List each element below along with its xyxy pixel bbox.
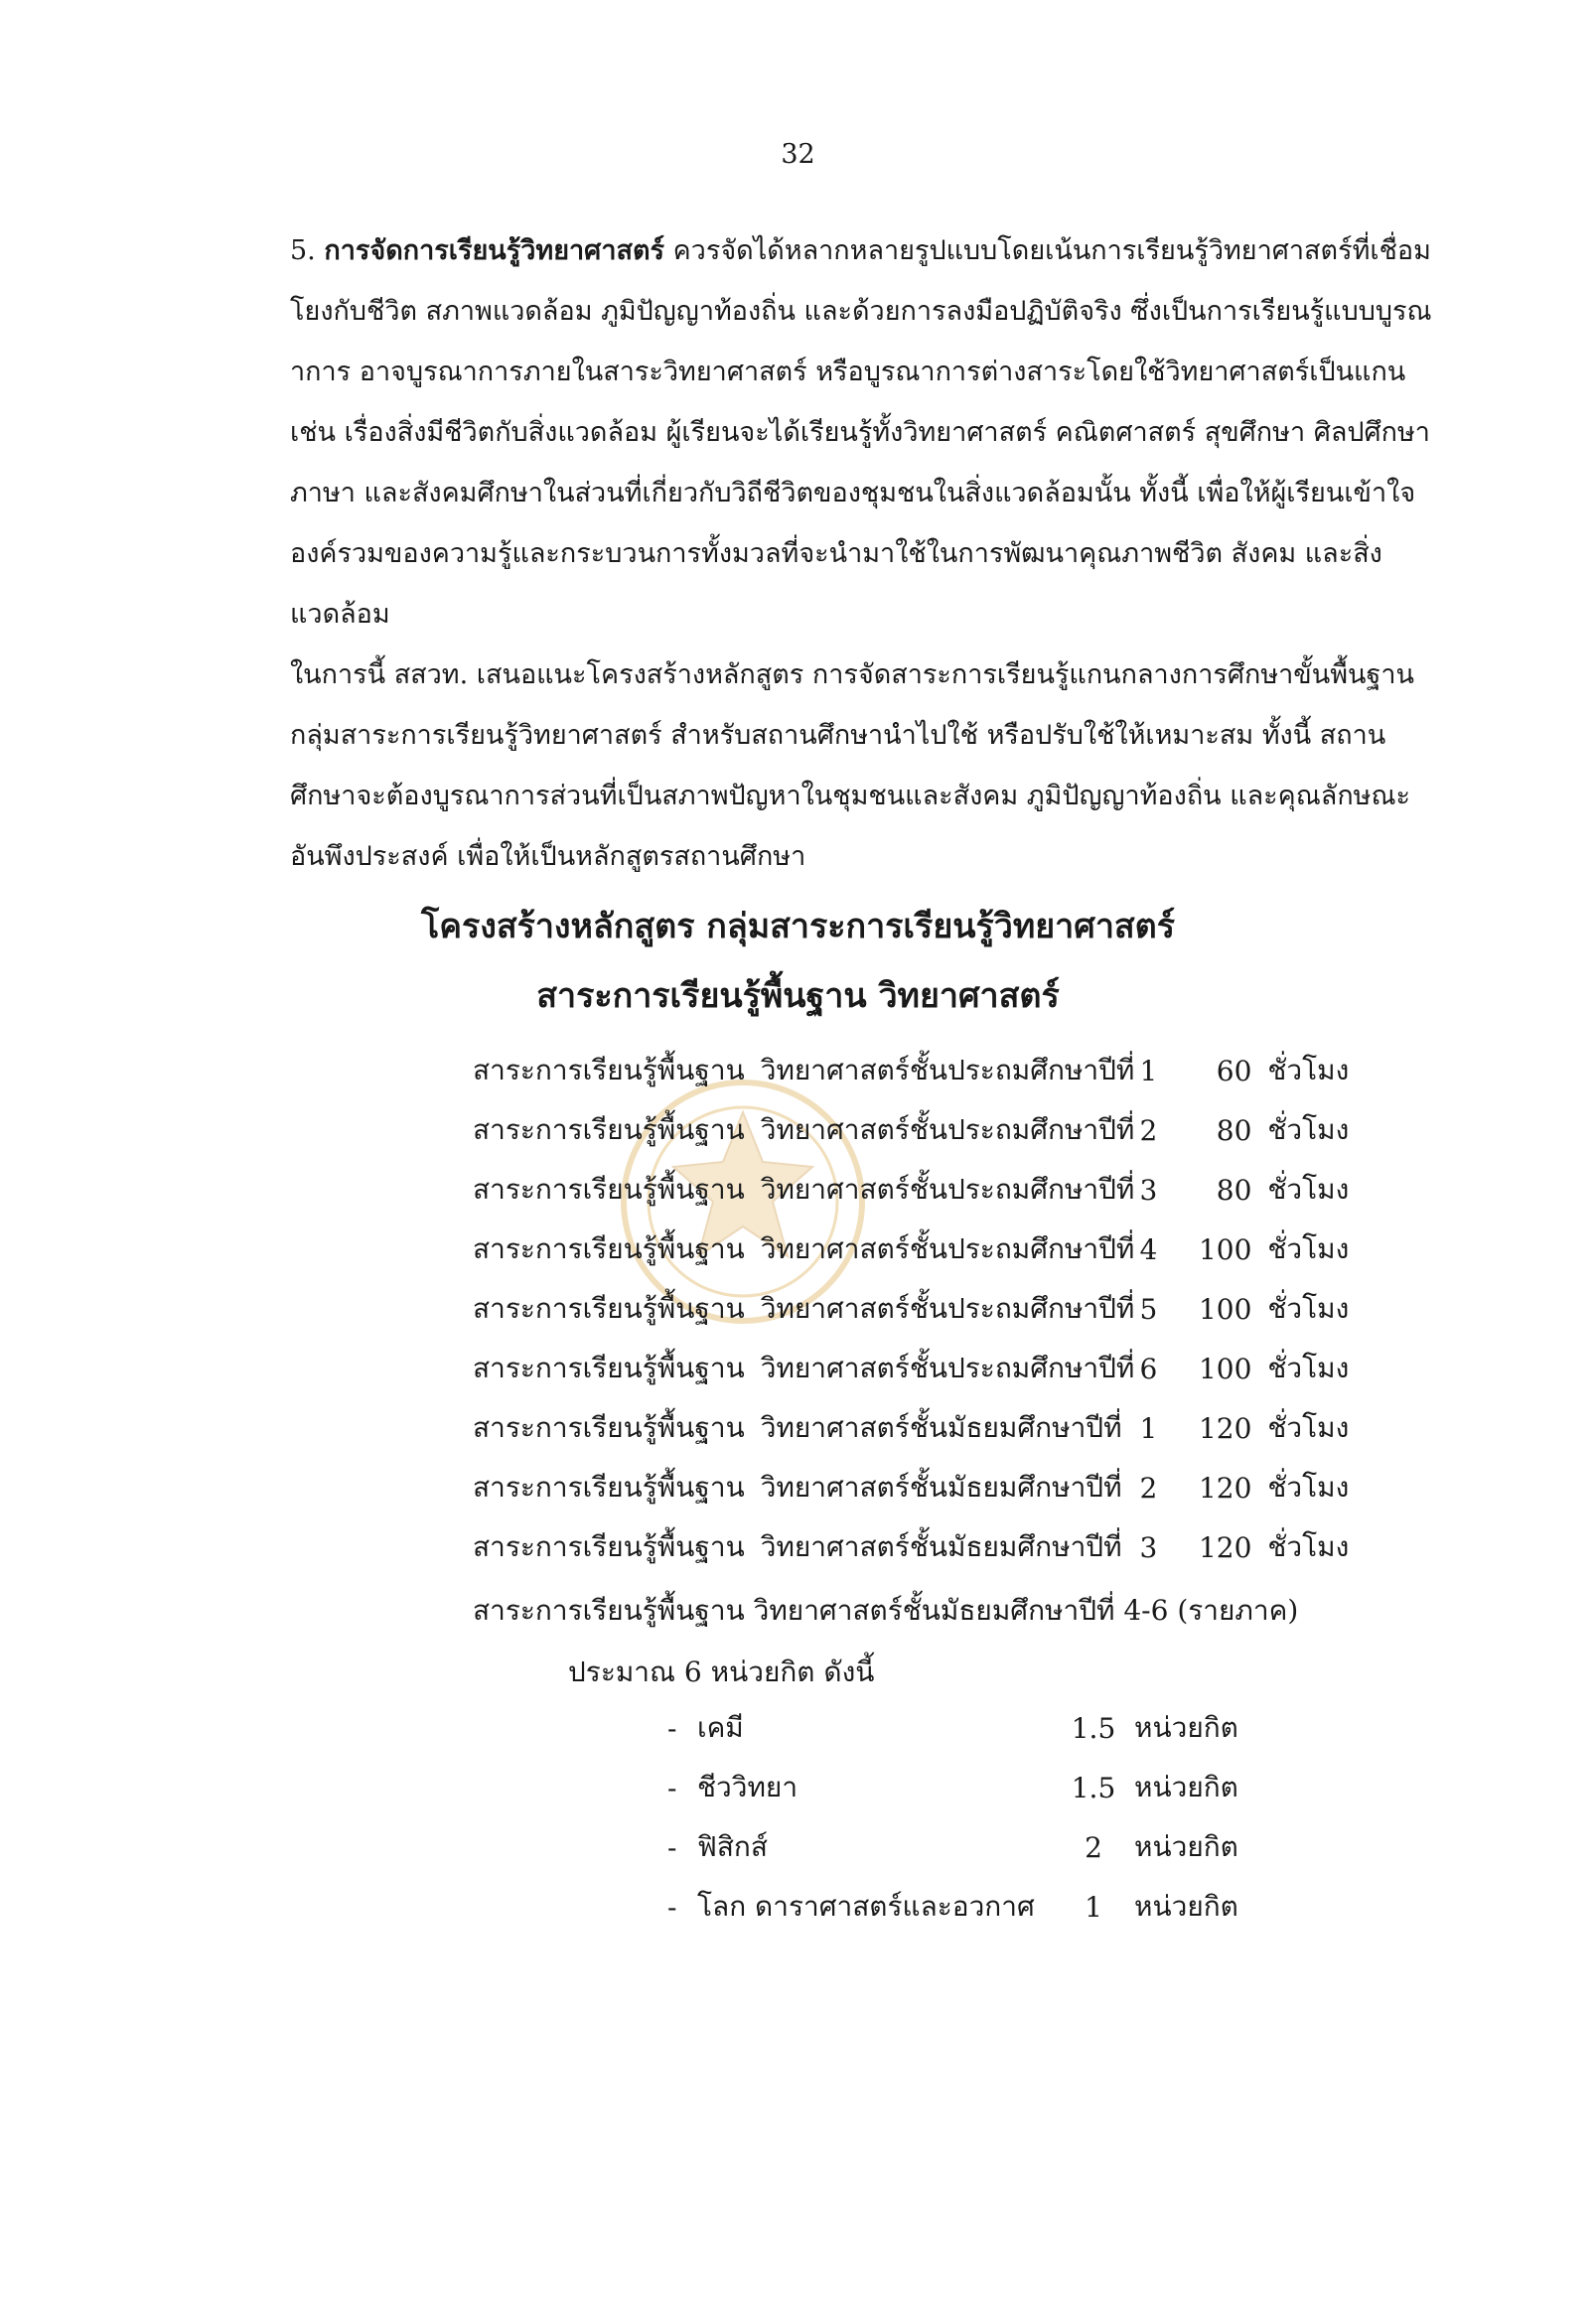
subject-bullet: - (667, 1890, 677, 1924)
subject-credits-unit: หน่วยกิต (1134, 1890, 1238, 1923)
course-hours-unit: ชั่วโมง (1267, 1471, 1350, 1504)
course-prefix: สาระการเรียนรู้พื้นฐาน (473, 1054, 745, 1086)
subject-bullet: - (667, 1711, 677, 1745)
subject-credits-table (667, 1698, 1238, 1937)
subject-bullet: - (667, 1771, 677, 1804)
course-hours-unit: ชั่วโมง (1267, 1292, 1350, 1325)
course-prefix: สาระการเรียนรู้พื้นฐาน (473, 1232, 745, 1265)
course-row (473, 1220, 1349, 1279)
course-hours-table (473, 1041, 1349, 1577)
subject-row (667, 1877, 1238, 1937)
course-year: 2 (1139, 1471, 1158, 1505)
paragraph-recommendation: ในการนี้ สสวท. เสนอแนะโครงสร้างหลักสูตร การจัดสาระการเรียนรู้แกนกลางการศึกษาขั้นพื้นฐานกลุ่มสาระการเรียนรู้วิทยาศาสตร์ สำหรับสถานศึกษานำไปใช้ หรือปรับใช้ให้เหมาะสม ทั้งนี้ สถานศึกษาจะต้องบูรณาการส่วนที่เป็นสภาพปัญหาในชุมชนและสังคม ภูมิปัญญาท้องถิ่น และคุณลักษณะอันพึงประสงค์ เพื่อให้เป็นหลักสูตรสถานศึกษา (290, 659, 1414, 872)
subject-name: โลก ดาราศาสตร์และอวกาศ (697, 1890, 1035, 1923)
course-year: 3 (1139, 1173, 1158, 1207)
course-hours-unit: ชั่วโมง (1267, 1113, 1350, 1146)
course-hours: 80 (1216, 1173, 1252, 1207)
subject-row (667, 1817, 1238, 1877)
subject-credits: 1.5 (1071, 1771, 1116, 1804)
course-row (473, 1100, 1349, 1160)
course-hours: 100 (1198, 1232, 1252, 1266)
paragraph-science-learning (171, 220, 1432, 645)
subject-credits-unit: หน่วยกิต (1134, 1711, 1238, 1744)
course-year: 4 (1139, 1232, 1158, 1266)
subject-name: เคมี (697, 1711, 744, 1744)
course-hours-unit: ชั่วโมง (1267, 1232, 1350, 1265)
course-hours-unit: ชั่วโมง (1267, 1411, 1350, 1444)
course-hours-unit: ชั่วโมง (1267, 1352, 1350, 1384)
paragraph-heading: การจัดการเรียนรู้วิทยาศาสตร์ (324, 235, 665, 266)
subject-bullet: - (667, 1830, 677, 1864)
course-year: 2 (1139, 1113, 1158, 1147)
course-year: 1 (1139, 1411, 1158, 1445)
course-row (473, 1398, 1349, 1458)
paragraph-number: 5. (290, 235, 316, 266)
course-name: วิทยาศาสตร์ชั้นประถมศึกษาปีที่ (760, 1054, 1135, 1086)
course-hours: 100 (1198, 1352, 1252, 1385)
course-prefix: สาระการเรียนรู้พื้นฐาน (473, 1471, 745, 1504)
upper-secondary-name: วิทยาศาสตร์ชั้นมัธยมศึกษาปีที่ 4-6 (รายภาค) (753, 1594, 1299, 1627)
page-number: 32 (781, 139, 815, 170)
course-year: 1 (1139, 1054, 1158, 1087)
course-prefix: สาระการเรียนรู้พื้นฐาน (473, 1173, 745, 1206)
upper-secondary-prefix: สาระการเรียนรู้พื้นฐาน (473, 1594, 745, 1627)
course-row (473, 1041, 1349, 1100)
course-year: 3 (1139, 1530, 1158, 1564)
course-name: วิทยาศาสตร์ชั้นประถมศึกษาปีที่ (760, 1113, 1135, 1146)
course-row (473, 1517, 1349, 1577)
course-name: วิทยาศาสตร์ชั้นประถมศึกษาปีที่ (760, 1292, 1135, 1325)
course-year: 6 (1139, 1352, 1158, 1385)
course-name: วิทยาศาสตร์ชั้นมัธยมศึกษาปีที่ (760, 1530, 1122, 1563)
paragraph-text: ควรจัดได้หลากหลายรูปแบบโดยเน้นการเรียนรู้วิทยาศาสตร์ที่เชื่อมโยงกับชีวิต สภาพแวดล้อม ภูมิปัญญาท้องถิ่น และด้วยการลงมือปฏิบัติจริง ซึ่งเป็นการเรียนรู้แบบบูรณาการ อาจบูรณาการภายในสาระวิทยาศาสตร์ หรือบูรณาการต่างสาระโดยใช้วิทยาศาสตร์เป็นแกน เช่น เรื่องสิ่งมีชีวิตกับสิ่งแวดล้อม ผู้เรียนจะได้เรียนรู้ทั้งวิทยาศาสตร์ คณิตศาสตร์ สุขศึกษา ศิลปศึกษา ภาษา และสังคมศึกษาในส่วนที่เกี่ยวกับวิถีชีวิตของชุมชนในสิ่งแวดล้อมนั้น ทั้งนี้ เพื่อให้ผู้เรียนเข้าใจองค์รวมของความรู้และกระบวนการทั้งมวลที่จะนำมาใช้ในการพัฒนาคุณภาพชีวิต สังคม และสิ่งแวดล้อม (290, 235, 1432, 630)
course-row (473, 1339, 1349, 1398)
subject-credits: 2 (1085, 1830, 1102, 1864)
course-prefix: สาระการเรียนรู้พื้นฐาน (473, 1113, 745, 1146)
subject-credits: 1.5 (1071, 1711, 1116, 1745)
subject-credits: 1 (1085, 1890, 1102, 1924)
course-hours-unit: ชั่วโมง (1267, 1530, 1350, 1563)
course-name: วิทยาศาสตร์ชั้นประถมศึกษาปีที่ (760, 1352, 1135, 1384)
upper-secondary-line (473, 1589, 1298, 1633)
course-hours-unit: ชั่วโมง (1267, 1054, 1350, 1086)
subject-credits-unit: หน่วยกิต (1134, 1771, 1238, 1803)
course-name: วิทยาศาสตร์ชั้นประถมศึกษาปีที่ (760, 1232, 1135, 1265)
course-name: วิทยาศาสตร์ชั้นมัธยมศึกษาปีที่ (760, 1411, 1122, 1444)
course-year: 5 (1139, 1292, 1158, 1326)
course-name: วิทยาศาสตร์ชั้นประถมศึกษาปีที่ (760, 1173, 1135, 1206)
course-prefix: สาระการเรียนรู้พื้นฐาน (473, 1292, 745, 1325)
subject-row (667, 1698, 1238, 1758)
course-row (473, 1458, 1349, 1517)
course-hours: 60 (1216, 1054, 1252, 1087)
course-hours: 120 (1198, 1471, 1252, 1505)
course-name: วิทยาศาสตร์ชั้นมัธยมศึกษาปีที่ (760, 1471, 1122, 1504)
subject-name: ฟิสิกส์ (697, 1830, 768, 1863)
course-prefix: สาระการเรียนรู้พื้นฐาน (473, 1530, 745, 1563)
course-hours: 100 (1198, 1292, 1252, 1326)
subject-credits-unit: หน่วยกิต (1134, 1830, 1238, 1863)
structure-title: โครงสร้างหลักสูตร กลุ่มสาระการเรียนรู้วิทยาศาสตร์ (420, 907, 1176, 946)
course-prefix: สาระการเรียนรู้พื้นฐาน (473, 1411, 745, 1444)
course-prefix: สาระการเรียนรู้พื้นฐาน (473, 1352, 745, 1384)
course-hours: 120 (1198, 1530, 1252, 1564)
course-row (473, 1160, 1349, 1220)
course-row (473, 1279, 1349, 1339)
subject-name: ชีววิทยา (697, 1771, 798, 1803)
course-hours-unit: ชั่วโมง (1267, 1173, 1350, 1206)
structure-subtitle: สาระการเรียนรู้พื้นฐาน วิทยาศาสตร์ (536, 976, 1060, 1016)
body-text (171, 220, 1432, 887)
approx-credits: ประมาณ 6 หน่วยกิต ดังนี้ (568, 1655, 875, 1688)
subject-row (667, 1758, 1238, 1817)
course-hours: 80 (1216, 1113, 1252, 1147)
course-hours: 120 (1198, 1411, 1252, 1445)
